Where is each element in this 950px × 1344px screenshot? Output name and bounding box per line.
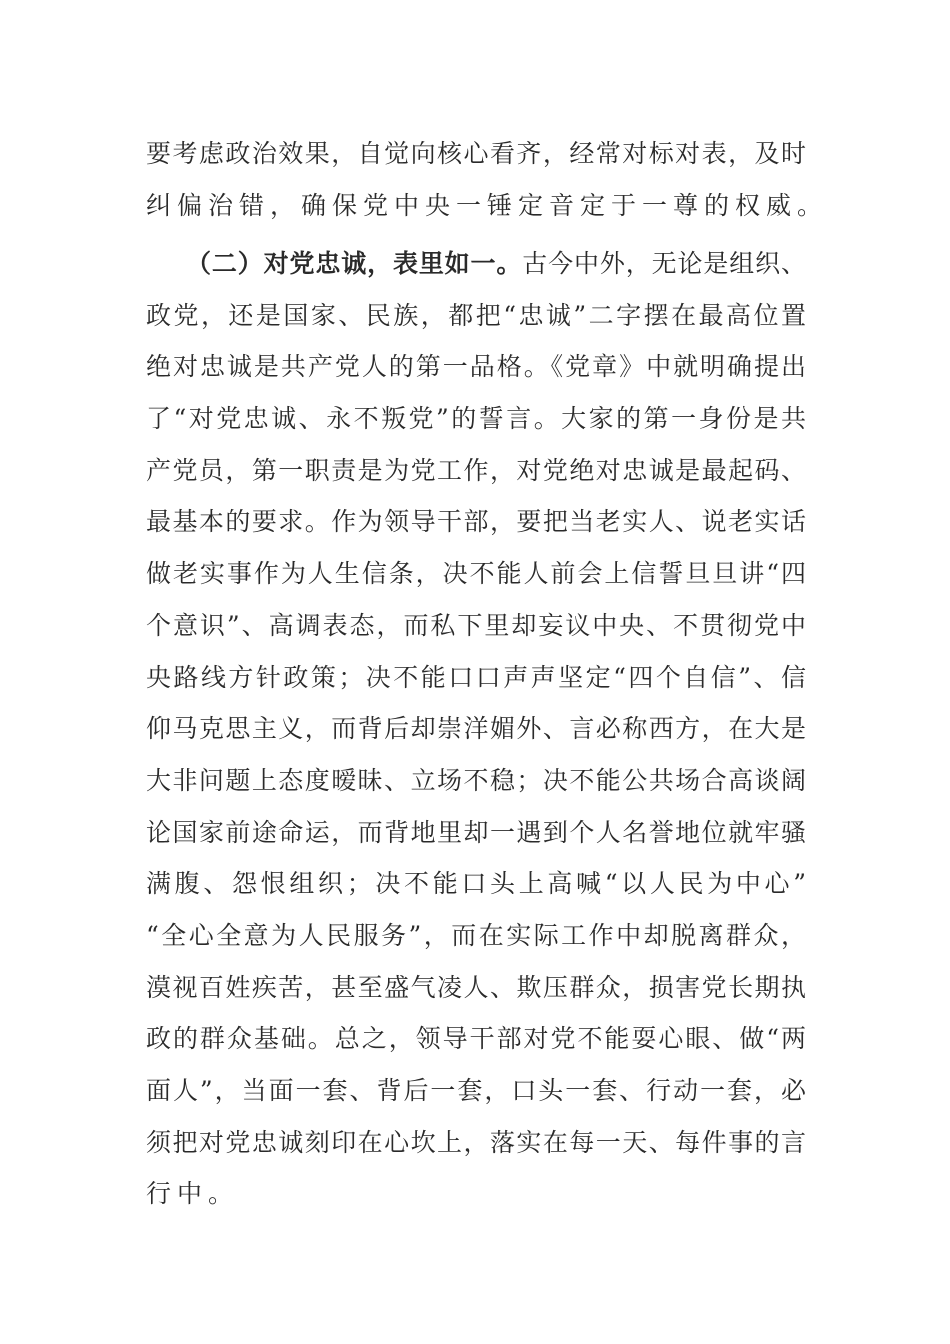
text-line: 政党，还是国家、民族，都把“忠诚”二字摆在最高位置 bbox=[146, 300, 806, 330]
text-line: 须把对党忠诚刻印在心坎上，落实在每一天、每件事的言 bbox=[146, 1127, 806, 1157]
text-line: 漠视百姓疾苦，甚至盛气凌人、欺压群众，损害党长期执 bbox=[146, 972, 806, 1002]
text-line: 产党员，第一职责是为党工作，对党绝对忠诚是最起码、 bbox=[146, 455, 806, 485]
text-line: “全心全意为人民服务”，而在实际工作中却脱离群众， bbox=[146, 920, 806, 950]
text-line: 行中。 bbox=[146, 1179, 240, 1209]
text-line: 做老实事作为人生信条，决不能人前会上信誓旦旦讲“四 bbox=[146, 559, 806, 589]
section-two-paragraph bbox=[146, 238, 806, 1220]
text-line: 了“对党忠诚、永不叛党”的誓言。大家的第一身份是共 bbox=[146, 404, 806, 434]
text-line: 仰马克思主义，而背后却崇洋媚外、言必称西方，在大是 bbox=[146, 714, 806, 744]
text-line: 论国家前途命运，而背地里却一遇到个人名誉地位就牢骚 bbox=[146, 817, 806, 847]
text-line: 要考虑政治效果，自觉向核心看齐，经常对标对表，及时 bbox=[146, 139, 806, 168]
paragraph-continued bbox=[146, 128, 829, 231]
text-line: 最基本的要求。作为领导干部，要把当老实人、说老实话 bbox=[146, 507, 806, 537]
text-line: 央路线方针政策；决不能口口声声坚定“四个自信”、信 bbox=[146, 662, 806, 692]
text-line: 个意识”、高调表态，而私下里却妄议中央、不贯彻党中 bbox=[146, 610, 806, 640]
section-first-line-text: 古今中外，无论是组织、 bbox=[522, 249, 806, 278]
text-line: 满腹、怨恨组织；决不能口头上高喊“以人民为中心” bbox=[146, 869, 806, 899]
text-line: 大非问题上态度暧昧、立场不稳；决不能公共场合高谈阔 bbox=[146, 765, 806, 795]
text-line: 面人”，当面一套、背后一套，口头一套、行动一套，必 bbox=[146, 1076, 806, 1105]
text-line: 政的群众基础。总之，领导干部对党不能耍心眼、做“两 bbox=[146, 1024, 806, 1054]
section-first-line bbox=[146, 238, 806, 290]
section-heading: （二）对党忠诚，表里如一。 bbox=[186, 249, 523, 278]
text-line: 绝对忠诚是共产党人的第一品格。《党章》中就明确提出 bbox=[146, 352, 806, 382]
text-line: 纠偏治错，确保党中央一锤定音定于一尊的权威。 bbox=[146, 190, 829, 220]
